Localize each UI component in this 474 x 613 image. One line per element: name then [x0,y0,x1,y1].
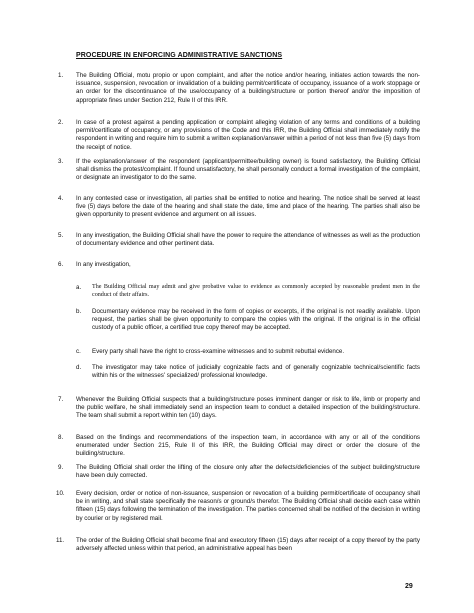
item-text: The order of the Building Official shall become final and executory fifteen (15) days after receipt of a copy thereof by the party adversely affected unless within that period, an administrative appeal has been [76,537,420,553]
subitem-text: Documentary evidence may be received in the form of copies or excerpts, if the original is not readily available. Upon request, the parties shall be given opportunity to compare the copies with the original. If the original is in the official custody of a public officer, a certified true copy thereof may be accepted. [92,308,420,332]
item-number: 2. [58,119,64,126]
section-title: PROCEDURE IN ENFORCING ADMINISTRATIVE SANCTIONS [76,52,283,59]
item-text: Based on the findings and recommendations of the inspection team, in accordance with any or all of the conditions enumerated under Section 215, Rule II of this IRR, the Building Official may direct or order the closure of the building/structure. [76,434,420,458]
item-text: Whenever the Building Official suspects that a building/structure poses imminent danger or risk to life, limb or property and the public welfare, he shall immediately send an inspection team to conduct a detailed inspection of the building/structure. The team shall submit a report within ten (10) days. [76,396,420,420]
subitem-text: The investigator may take notice of judicially cognizable facts and of generally cognizable technical/scientific facts within his or the witnesses' specialized/ professional knowledge. [92,364,420,380]
subitem-text: The Building Official may admit and give probative value to evidence as commonly accepted by reasonable prudent men in the conduct of their affairs. [92,284,420,299]
item-text: In any contested case or investigation, all parties shall be entitled to notice and hearing. The notice shall be served at least five (5) days before the date of the hearing and shall state the date, time and place of the hearing. The parties shall also be given opportunity to present evidence and argument on all issues. [76,195,420,219]
item-number: 11. [56,537,65,544]
subitem-letter: b. [76,308,82,315]
item-text: Every decision, order or notice of non-issuance, suspension or revocation of a building permit/certificate of occupancy shall be in writing, and shall state specifically the reason/s or ground/s therefor. The Building Official shall decide each case within fifteen (15) days following the termination of the investigation. The parties concerned shall be notified of the decision in writing by courier or by registered mail. [76,490,420,522]
item-text: In case of a protest against a pending application or complaint alleging violation of any terms and conditions of a building permit/certificate of occupancy, or any provisions of the Code and this IRR, the Building Official shall immediately notify the respondent in writing and require him to submit a written explanation/answer within a period of not less than five (5) days from the receipt of notice. [76,119,420,151]
item-number: 1. [58,72,64,79]
item-number: 9. [58,464,64,471]
item-number: 8. [58,434,64,441]
item-text: If the explanation/answer of the respondent (applicant/permittee/building owner) is found satisfactory, the Building Official shall dismiss the protest/complaint. If found unsatisfactory, he shall personally conduct a formal investigation of the complaint, or designate an investigator to do the same. [76,158,420,182]
item-text: The Building Official, motu propio or upon complaint, and after the notice and/or hearing, initiates action towards the non-issuance, suspension, revocation or invalidation of a building permit/certificate of occupancy, issuance of a work stoppage or an order for the discontinuance of the use/occupancy of a building/structure or portion thereof and/or the imposition of appropriate fines under Section 212, Rule II of this IRR. [76,72,420,104]
subitem-letter: a. [76,284,82,291]
item-text: In any investigation, the Building Official shall have the power to require the attendance of witnesses as well as the production of documentary evidence and other pertinent data. [76,232,420,248]
item-number: 5. [58,232,64,239]
item-number: 7. [58,396,64,403]
item-number: 3. [58,158,64,165]
item-text: The Building Official shall order the lifting of the closure only after the defects/deficiencies of the subject building/structure have been duly corrected. [76,464,420,480]
subitem-letter: d. [76,364,82,371]
subitem-letter: c. [76,348,81,355]
item-number: 6. [58,261,64,268]
item-number: 4. [58,195,64,202]
page-number: 29 [405,583,413,590]
item-text: In any investigation, [76,261,131,268]
item-number: 10. [56,490,65,497]
subitem-text: Every party shall have the right to cross-examine witnesses and to submit rebuttal evidence. [92,348,345,355]
